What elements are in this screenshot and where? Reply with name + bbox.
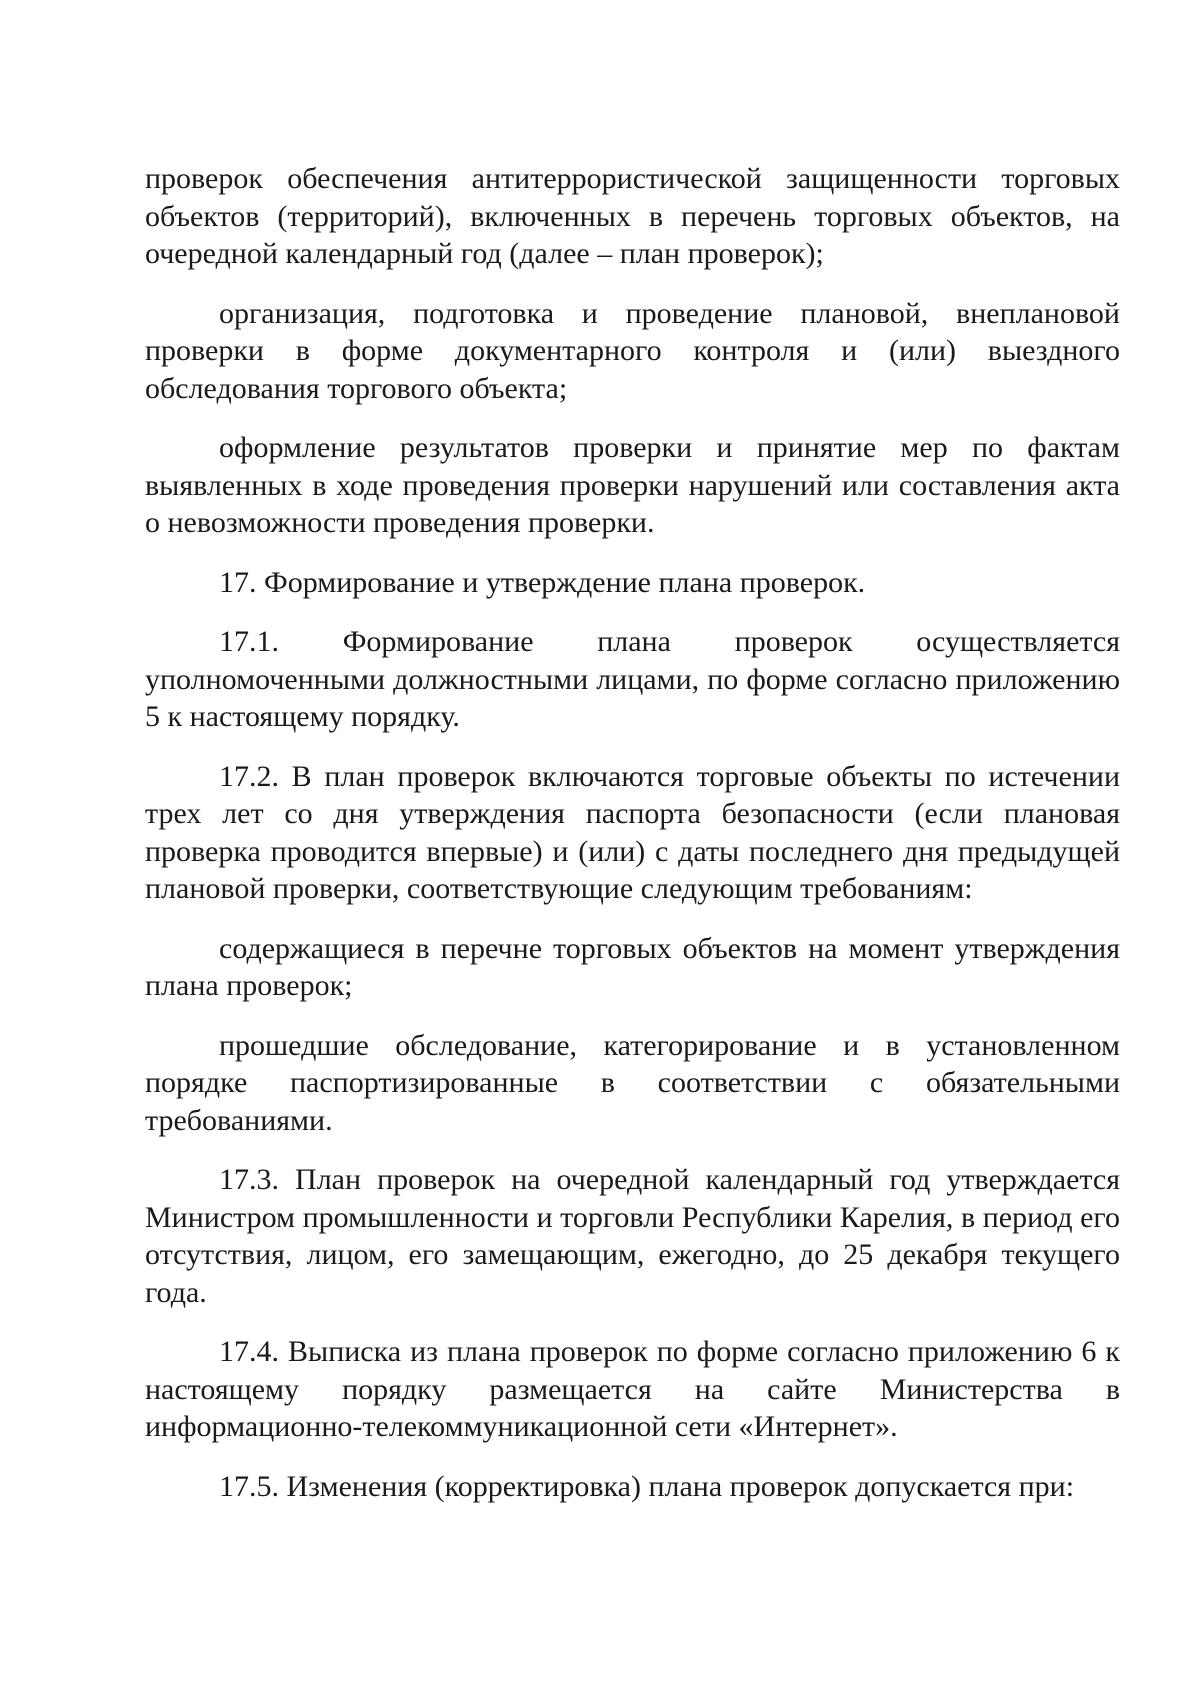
paragraph-requirement-2: прошедшие обследование, категорирование и в установленном порядке паспортизированные в соответствии с обязательными требованиями. bbox=[145, 1028, 1120, 1137]
paragraph-17-3: 17.3. План проверок на очередной календарный год утверждается Министром промышленности и торговли Республики Карелия, в период его отсутствия, лицом, его замещающим, ежегодно, до 25 декабря текущего года. bbox=[145, 1163, 1120, 1309]
paragraph-17: 17. Формирование и утверждение плана проверок. bbox=[219, 565, 866, 599]
paragraph-organization: организация, подготовка и проведение плановой, внеплановой проверки в форме документарного контроля и (или) выездного обследования торгового объекта; bbox=[145, 296, 1120, 405]
paragraph-17-4: 17.4. Выписка из плана проверок по форме согласно приложению 6 к настоящему порядку размещается на сайте Министерства в информационно-телекоммуникационной сети «Интернет». bbox=[145, 1335, 1120, 1443]
document-body bbox=[145, 160, 1120, 1505]
paragraph-continuation: проверок обеспечения антитеррористической защищенности торговых объектов (территорий), включенных в перечень торговых объектов, на очередной календарный год (далее – план проверок); bbox=[145, 162, 1120, 270]
paragraph-17-2: 17.2. В план проверок включаются торговые объекты по истечении трех лет со дня утверждения паспорта безопасности (если плановая проверка проводится впервые) и (или) с даты последнего дня предыдущей плановой проверки, соответствующие следующим требованиям: bbox=[145, 759, 1120, 905]
paragraph-results: оформление результатов проверки и принятие мер по фактам выявленных в ходе проведения проверки нарушений или составления акта о невозможности проведения проверки. bbox=[145, 431, 1120, 539]
paragraph-17-5: 17.5. Изменения (корректировка) плана проверок допускается при: bbox=[219, 1469, 1075, 1503]
paragraph-requirement-1: содержащиеся в перечне торговых объектов на момент утверждения плана проверок; bbox=[145, 931, 1120, 1002]
paragraph-17-1: 17.1. Формирование плана проверок осуществляется уполномоченными должностными лицами, по форме согласно приложению 5 к настоящему порядку. bbox=[145, 625, 1120, 733]
